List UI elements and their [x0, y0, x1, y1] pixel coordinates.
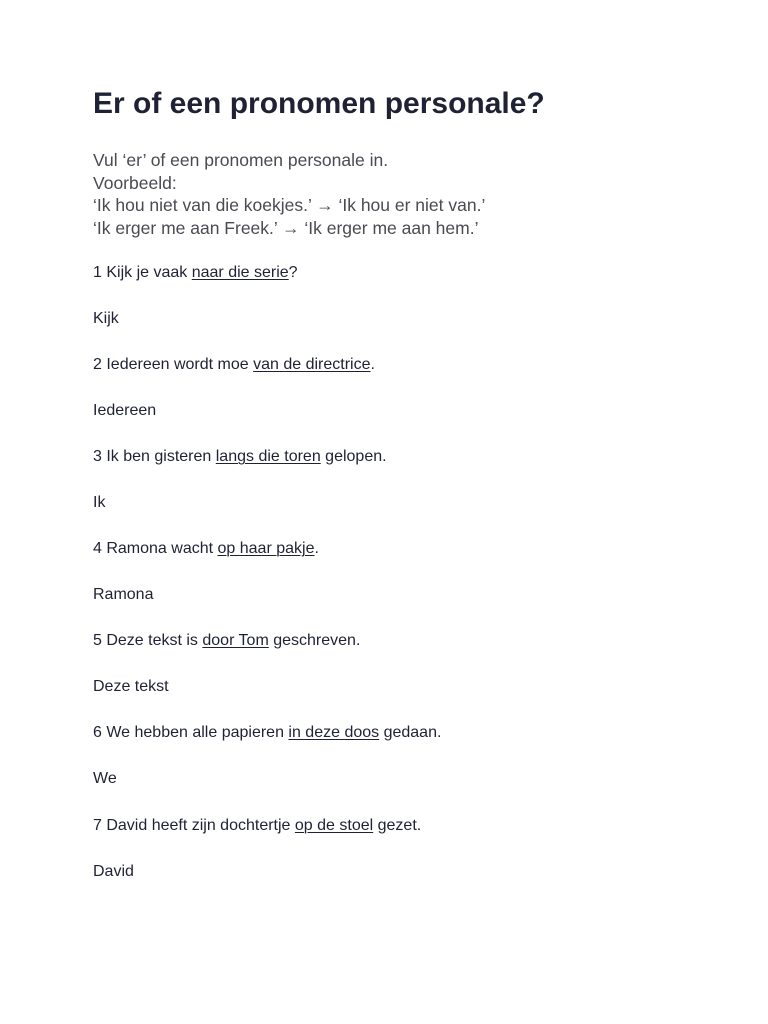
answer-line-1: Kijk — [93, 310, 119, 327]
answer-line-2: Iedereen — [93, 402, 157, 419]
exercise-sentence-7: 7 David heeft zijn dochtertje op de stoel gezet. — [93, 817, 422, 834]
instructions-block — [93, 149, 485, 239]
underlined-phrase: op de stoel — [294, 817, 374, 834]
exercise-sentence-2: 2 Iedereen wordt moe van de directrice. — [93, 356, 375, 373]
answer-line-4: Ramona — [93, 586, 154, 603]
answer-line-5: Deze tekst — [93, 678, 169, 695]
underlined-phrase: langs die toren — [215, 448, 321, 465]
example-label: Voorbeeld: — [93, 172, 177, 193]
underlined-phrase: in deze doos — [288, 724, 380, 741]
example-sentence-1: ‘Ik hou niet van die koekjes.’ → ‘Ik hou er niet van.’ — [93, 195, 486, 215]
exercise-sentence-5: 5 Deze tekst is door Tom geschreven. — [93, 632, 361, 649]
answer-line-7: David — [93, 863, 134, 880]
exercise-sentence-6: 6 We hebben alle papieren in deze doos gedaan. — [93, 724, 442, 741]
exercise-sentence-4: 4 Ramona wacht op haar pakje. — [93, 540, 319, 557]
underlined-phrase: op haar pakje — [217, 540, 315, 557]
underlined-phrase: naar die serie — [191, 264, 289, 281]
underlined-phrase: door Tom — [202, 632, 269, 649]
exercise-sentence-3: 3 Ik ben gisteren langs die toren gelopen. — [93, 448, 387, 465]
page-title: Er of een pronomen personale? — [93, 87, 545, 120]
answer-line-6: We — [93, 770, 117, 787]
example-sentence-2: ‘Ik erger me aan Freek.’ → ‘Ik erger me aan hem.’ — [93, 217, 479, 238]
exercise-sentence-1: 1 Kijk je vaak naar die serie? — [93, 264, 298, 281]
instruction-text: Vul ‘er’ of een pronomen personale in. — [93, 150, 389, 170]
answer-line-3: Ik — [93, 494, 106, 511]
underlined-phrase: van de directrice — [253, 356, 371, 373]
